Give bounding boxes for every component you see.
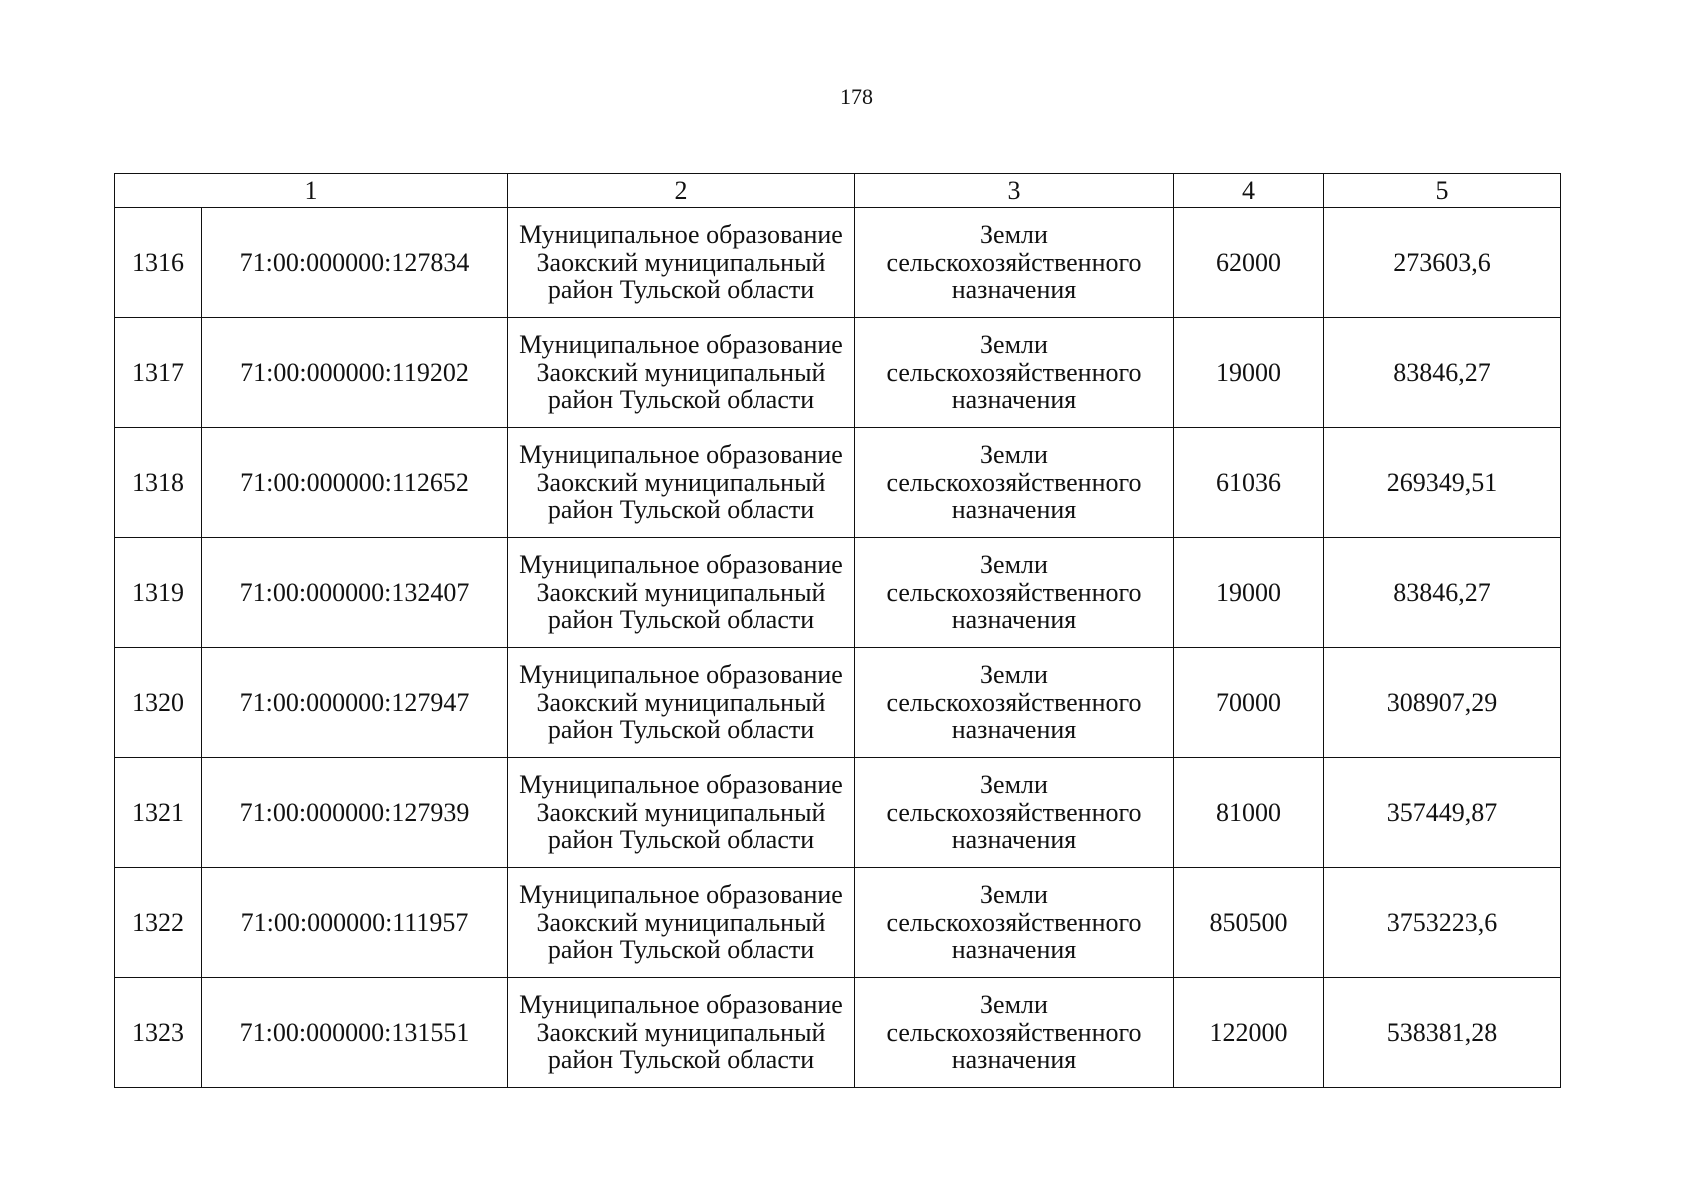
- area-cell: 122000: [1174, 978, 1324, 1088]
- table-row: [115, 758, 1561, 868]
- area-cell: 70000: [1174, 648, 1324, 758]
- page-number: 178: [840, 84, 873, 109]
- row-number-cell: 1318: [115, 428, 202, 538]
- cadastral-value-cell: 538381,28: [1324, 978, 1561, 1088]
- owner-cell: Муниципальное образование Заокский муниципальный район Тульской области: [508, 428, 855, 538]
- area-cell: 62000: [1174, 208, 1324, 318]
- row-number-cell: 1317: [115, 318, 202, 428]
- row-number-cell: 1320: [115, 648, 202, 758]
- land-category-cell: Земли сельскохозяйственного назначения: [855, 318, 1174, 428]
- cadastral-number-cell: 71:00:000000:127834: [202, 208, 508, 318]
- area-cell: 19000: [1174, 538, 1324, 648]
- table-row: [115, 868, 1561, 978]
- owner-cell: Муниципальное образование Заокский муниципальный район Тульской области: [508, 318, 855, 428]
- cadastral-value-cell: 3753223,6: [1324, 868, 1561, 978]
- area-cell: 61036: [1174, 428, 1324, 538]
- row-number-cell: 1322: [115, 868, 202, 978]
- cadastral-value-cell: 83846,27: [1324, 538, 1561, 648]
- cadastral-number-cell: 71:00:000000:112652: [202, 428, 508, 538]
- area-cell: 19000: [1174, 318, 1324, 428]
- row-number-cell: 1321: [115, 758, 202, 868]
- land-category-cell: Земли сельскохозяйственного назначения: [855, 208, 1174, 318]
- table-row: [115, 208, 1561, 318]
- table-header-row: [115, 174, 1561, 208]
- row-number-cell: 1323: [115, 978, 202, 1088]
- row-number-cell: 1319: [115, 538, 202, 648]
- land-category-cell: Земли сельскохозяйственного назначения: [855, 978, 1174, 1088]
- cadastral-number-cell: 71:00:000000:127947: [202, 648, 508, 758]
- owner-cell: Муниципальное образование Заокский муниципальный район Тульской области: [508, 538, 855, 648]
- column-header-4: 4: [1174, 174, 1324, 208]
- cadastral-value-cell: 269349,51: [1324, 428, 1561, 538]
- land-category-cell: Земли сельскохозяйственного назначения: [855, 758, 1174, 868]
- column-header-5: 5: [1324, 174, 1561, 208]
- owner-cell: Муниципальное образование Заокский муниципальный район Тульской области: [508, 758, 855, 868]
- table-row: [115, 978, 1561, 1088]
- column-header-2: 2: [508, 174, 855, 208]
- table-row: [115, 538, 1561, 648]
- cadastral-value-cell: 83846,27: [1324, 318, 1561, 428]
- table-row: [115, 648, 1561, 758]
- owner-cell: Муниципальное образование Заокский муниципальный район Тульской области: [508, 978, 855, 1088]
- cadastral-number-cell: 71:00:000000:132407: [202, 538, 508, 648]
- cadastral-number-cell: 71:00:000000:111957: [202, 868, 508, 978]
- table-row: [115, 318, 1561, 428]
- cadastral-number-cell: 71:00:000000:127939: [202, 758, 508, 868]
- column-header-3: 3: [855, 174, 1174, 208]
- cadastral-number-cell: 71:00:000000:131551: [202, 978, 508, 1088]
- cadastral-value-cell: 357449,87: [1324, 758, 1561, 868]
- land-category-cell: Земли сельскохозяйственного назначения: [855, 428, 1174, 538]
- owner-cell: Муниципальное образование Заокский муниципальный район Тульской области: [508, 868, 855, 978]
- column-header-1: 1: [115, 174, 508, 208]
- cadastral-value-cell: 308907,29: [1324, 648, 1561, 758]
- area-cell: 850500: [1174, 868, 1324, 978]
- owner-cell: Муниципальное образование Заокский муниципальный район Тульской области: [508, 208, 855, 318]
- area-cell: 81000: [1174, 758, 1324, 868]
- cadastral-number-cell: 71:00:000000:119202: [202, 318, 508, 428]
- owner-cell: Муниципальное образование Заокский муниципальный район Тульской области: [508, 648, 855, 758]
- land-category-cell: Земли сельскохозяйственного назначения: [855, 868, 1174, 978]
- land-category-cell: Земли сельскохозяйственного назначения: [855, 538, 1174, 648]
- land-registry-table: [114, 173, 1561, 1088]
- table-row: [115, 428, 1561, 538]
- land-category-cell: Земли сельскохозяйственного назначения: [855, 648, 1174, 758]
- cadastral-value-cell: 273603,6: [1324, 208, 1561, 318]
- row-number-cell: 1316: [115, 208, 202, 318]
